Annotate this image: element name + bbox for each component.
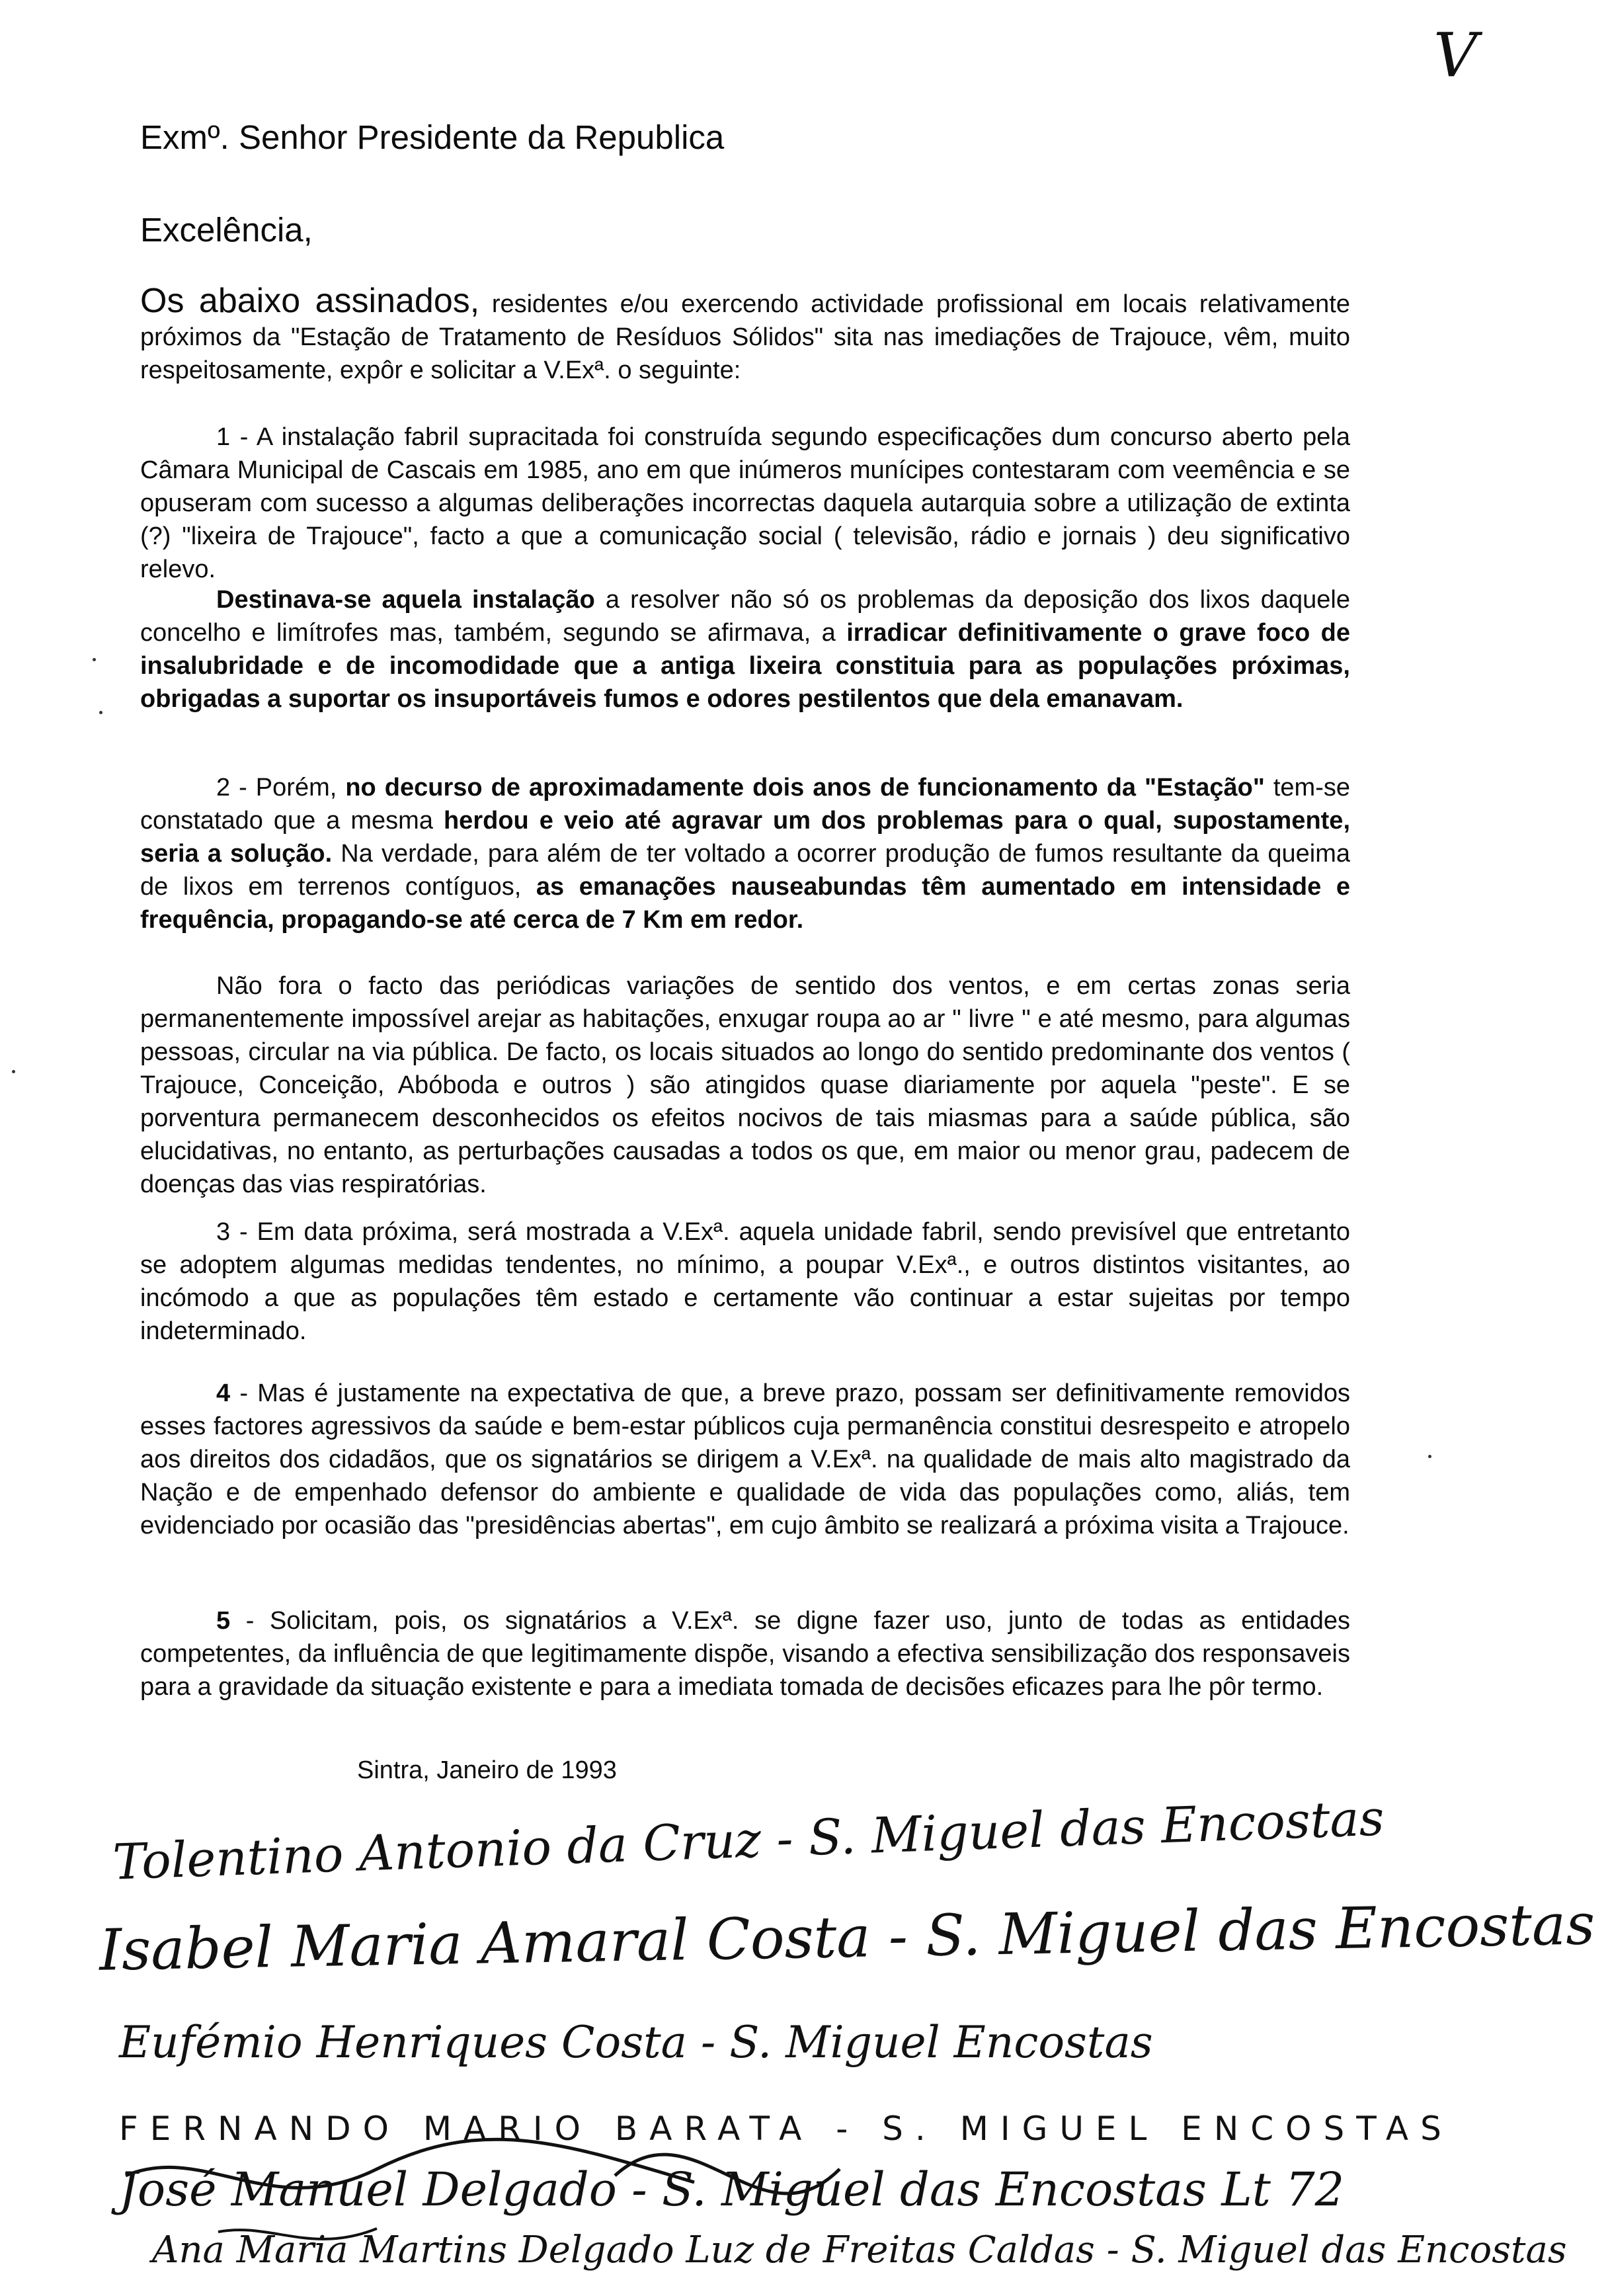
- bold-span: 4: [216, 1379, 231, 1407]
- text-span: Na verdade, para além de ter voltado a ocorrer produção de fumos resultante da queima de lixos em terrenos contíguos,: [140, 840, 1351, 901]
- scan-speck: [99, 711, 102, 714]
- salutation: Exmº. Senhor Presidente da Republica: [140, 118, 725, 156]
- paragraph-1-continuation: [140, 583, 1350, 716]
- signature-line: FERNANDO MARIO BARATA - S. MIGUEL ENCOSTAS: [119, 2110, 1453, 2148]
- scan-speck: [1428, 1455, 1431, 1458]
- text-span: 2 - Porém,: [216, 774, 346, 801]
- greeting: Excelência,: [140, 211, 313, 249]
- paragraph-5: [140, 1604, 1350, 1703]
- paragraph-2-continuation: Não fora o facto das periódicas variações de sentido dos ventos, e em certas zonas seria permanentemente impossível arejar as habitações, enxugar roupa ao ar " livre " e até mesmo, para algumas pessoas, circular na via pública. De facto, os locais situados ao longo do sentido predominante dos ventos ( Trajouce, Conceição, Abóboda e outros ) são atingidos quase diariamente por aquela "peste". E se porventura permanecem desconhecidos os efeitos nocivos de tais miasmas para a saúde pública, são elucidativas, no entanto, as perturbações causadas a todos os que, em maior ou menor grau, padecem de doenças das vias respiratórias.: [140, 972, 1350, 1198]
- paragraph-3: 3 - Em data próxima, será mostrada a V.Exª. aquela unidade fabril, sendo previsível que entretanto se adoptem algumas medidas tendentes, no mínimo, a poupar V.Exª., e outros distintos visitantes, ao incómodo a que as populações têm estado e certamente vão continuar a estar sujeitas por tempo indeterminado.: [140, 1218, 1350, 1345]
- intro-lead: Os abaixo assinados,: [140, 282, 480, 320]
- paragraph-4: [140, 1377, 1350, 1542]
- paragraph-1: 1 - A instalação fabril supracitada foi construída segundo especificações dum concurso aberto pela Câmara Municipal de Cascais em 1985, ano em que inúmeros munícipes contestaram com veemência e se opuseram com sucesso a algumas deliberações incorrectas daquela autarquia sobre a utilização de extinta (?) "lixeira de Trajouce", facto a que a comunicação social ( televisão, rádio e jornais ) deu significativo relevo.: [140, 423, 1350, 583]
- signature-line: Isabel Maria Amaral Costa - S. Miguel das Encostas: [99, 1891, 1596, 1984]
- bold-span: irradicar definitivamente o grave foco de insalubridade e de incomodidade que a antiga lixeira constituia para as populações próximas, obrigadas a suportar os insuportáveis fumos e odores pestilentos que dela emanavam.: [140, 619, 1351, 713]
- intro-text: residentes e/ou exercendo actividade profissional em locais relativamente próximos da "Estação de Tratamento de Resíduos Sólidos" sita nas imediações de Trajouce, vêm, muito respeitosamente, expôr e solicitar a V.Exª. o seguinte:: [140, 290, 1350, 384]
- signature-line: José Manuel Delgado - S. Miguel das Encostas Lt 72: [119, 2162, 1345, 2217]
- scan-speck: [12, 1070, 15, 1073]
- intro-paragraph: [140, 284, 1350, 387]
- signature-line: Tolentino Antonio da Cruz - S. Miguel das Encostas: [112, 1789, 1385, 1891]
- signature-line: Ana Maria Martins Delgado Luz de Freitas Caldas - S. Miguel das Encostas: [152, 2229, 1567, 2272]
- bold-span: as emanações nauseabundas têm aumentado em intensidade e frequência, propagando-se até cerca de 7 Km em redor.: [140, 873, 1350, 934]
- scan-speck: [93, 658, 96, 661]
- corner-check-mark: V: [1433, 20, 1478, 91]
- bold-span: 5: [216, 1607, 231, 1635]
- text-span: - Mas é justamente na expectativa de que, a breve prazo, possam ser definitivamente removidos esses factores agressivos da saúde e bem-estar públicos cuja permanência constitui desrespeito e atropelo aos direitos dos cidadãos, que os signatários se dirigem a V.Exª. na qualidade de mais alto magistrado da Nação e de empenhado defensor do ambiente e qualidade de vida das populações como, aliás, tem evidenciado por ocasião das "presidências abertas", em cujo âmbito se realizará a próxima visita a Trajouce.: [140, 1379, 1350, 1539]
- text-span: tem-se constatado que a mesma: [140, 774, 1350, 835]
- date-line: Sintra, Janeiro de 1993: [357, 1756, 617, 1784]
- paragraph-2: [140, 771, 1350, 936]
- bold-span: Destinava-se aquela instalação: [216, 586, 595, 614]
- bold-span: no decurso de aproximadamente dois anos de funcionamento da "Estação": [345, 774, 1265, 801]
- text-span: - Solicitam, pois, os signatários a V.Exª. se digne fazer uso, junto de todas as entidades competentes, da influência de que legitimamente dispõe, visando a efectiva sensibilização dos responsaveis para a gravidade da situação existente e para a imediata tomada de decisões eficazes para lhe pôr termo.: [140, 1607, 1350, 1701]
- signature-block: [99, 1789, 1596, 2275]
- text-span: a resolver não só os problemas da deposição dos lixos daquele concelho e limítrofes mas, também, segundo se afirmava, a: [140, 586, 1350, 647]
- signature-line: Eufémio Henriques Costa - S. Miguel Encostas: [119, 2017, 1153, 2068]
- bold-span: herdou e veio até agravar um dos problemas para o qual, supostamente, seria a solução.: [140, 807, 1351, 868]
